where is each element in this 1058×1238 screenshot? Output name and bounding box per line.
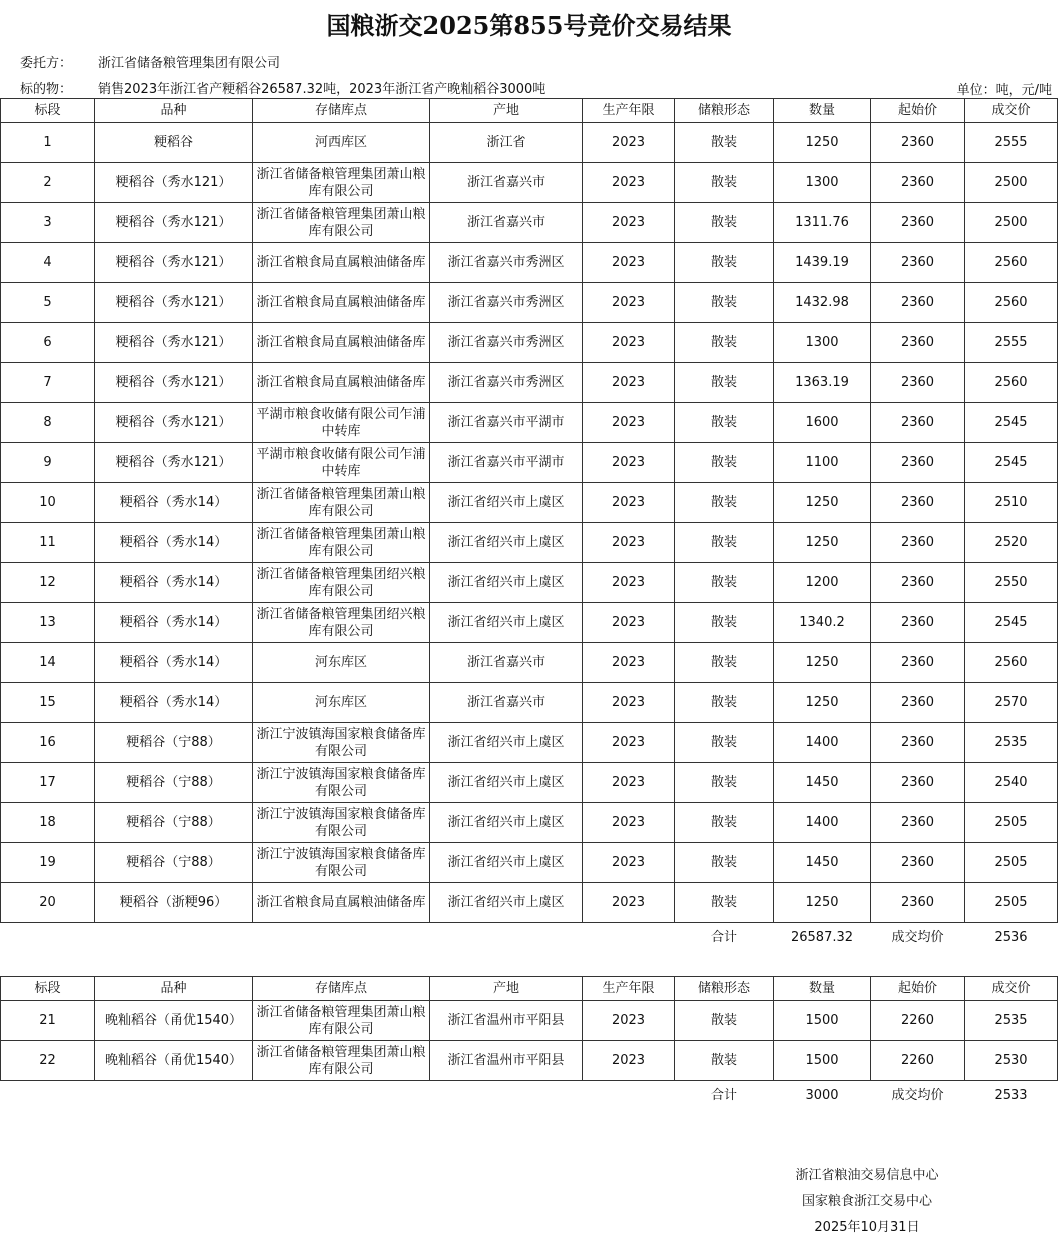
cell-form: 散装 bbox=[675, 723, 774, 763]
cell-lot: 22 bbox=[1, 1041, 95, 1081]
cell-year: 2023 bbox=[583, 723, 675, 763]
cell-quantity: 1500 bbox=[774, 1041, 871, 1081]
cell-storage: 浙江省储备粮管理集团绍兴粮库有限公司 bbox=[253, 563, 430, 603]
cell-year: 2023 bbox=[583, 563, 675, 603]
table-row bbox=[1, 523, 1058, 563]
cell-origin: 浙江省绍兴市上虞区 bbox=[430, 843, 583, 883]
cell-lot: 18 bbox=[1, 803, 95, 843]
cell-variety: 晚籼稻谷（甬优1540） bbox=[95, 1041, 253, 1081]
cell-start-price: 2360 bbox=[871, 363, 965, 403]
cell-lot: 6 bbox=[1, 323, 95, 363]
cell-storage: 平湖市粮食收储有限公司乍浦中转库 bbox=[253, 443, 430, 483]
cell-quantity: 1500 bbox=[774, 1001, 871, 1041]
cell-start-price: 2360 bbox=[871, 443, 965, 483]
cell-variety: 粳稻谷（宁88） bbox=[95, 723, 253, 763]
header-quantity: 数量 bbox=[774, 99, 871, 123]
cell-origin: 浙江省绍兴市上虞区 bbox=[430, 603, 583, 643]
cell-variety: 粳稻谷（秀水14） bbox=[95, 683, 253, 723]
header-storage: 存储库点 bbox=[253, 977, 430, 1001]
cell-quantity: 1450 bbox=[774, 763, 871, 803]
cell-start-price: 2360 bbox=[871, 163, 965, 203]
header-storage: 存储库点 bbox=[253, 99, 430, 123]
cell-year: 2023 bbox=[583, 203, 675, 243]
cell-origin: 浙江省嘉兴市 bbox=[430, 203, 583, 243]
cell-year: 2023 bbox=[583, 123, 675, 163]
header-lot: 标段 bbox=[1, 977, 95, 1001]
cell-year: 2023 bbox=[583, 323, 675, 363]
cell-form: 散装 bbox=[675, 203, 774, 243]
cell-storage: 河东库区 bbox=[253, 643, 430, 683]
cell-start-price: 2360 bbox=[871, 403, 965, 443]
cell-form: 散装 bbox=[675, 563, 774, 603]
cell-quantity: 1200 bbox=[774, 563, 871, 603]
table-row bbox=[1, 323, 1058, 363]
cell-deal-price: 2505 bbox=[965, 883, 1058, 923]
cell-storage: 河西库区 bbox=[253, 123, 430, 163]
cell-deal-price: 2505 bbox=[965, 803, 1058, 843]
table-row bbox=[1, 883, 1058, 923]
footer-date: 2025年10月31日 bbox=[814, 1220, 920, 1235]
cell-year: 2023 bbox=[583, 1001, 675, 1041]
cell-year: 2023 bbox=[583, 283, 675, 323]
header-row bbox=[1, 977, 1058, 1001]
cell-variety: 粳稻谷（秀水121） bbox=[95, 323, 253, 363]
cell-start-price: 2360 bbox=[871, 843, 965, 883]
cell-start-price: 2360 bbox=[871, 683, 965, 723]
cell-form: 散装 bbox=[675, 283, 774, 323]
cell-form: 散装 bbox=[675, 403, 774, 443]
cell-variety: 粳稻谷（秀水121） bbox=[95, 443, 253, 483]
cell-deal-price: 2545 bbox=[965, 443, 1058, 483]
table-row bbox=[1, 403, 1058, 443]
table-row bbox=[1, 1041, 1058, 1081]
cell-start-price: 2360 bbox=[871, 523, 965, 563]
cell-origin: 浙江省嘉兴市秀洲区 bbox=[430, 323, 583, 363]
header-row bbox=[1, 99, 1058, 123]
subject-label: 标的物： bbox=[20, 82, 73, 97]
cell-deal-price: 2500 bbox=[965, 163, 1058, 203]
cell-storage: 平湖市粮食收储有限公司乍浦中转库 bbox=[253, 403, 430, 443]
summary-blank bbox=[583, 1081, 675, 1110]
cell-year: 2023 bbox=[583, 163, 675, 203]
cell-origin: 浙江省嘉兴市秀洲区 bbox=[430, 363, 583, 403]
cell-storage: 浙江省储备粮管理集团萧山粮库有限公司 bbox=[253, 483, 430, 523]
summary-blank bbox=[583, 923, 675, 952]
table-row bbox=[1, 243, 1058, 283]
cell-variety: 粳稻谷（秀水121） bbox=[95, 283, 253, 323]
cell-storage: 河东库区 bbox=[253, 683, 430, 723]
cell-storage: 浙江省粮食局直属粮油储备库 bbox=[253, 883, 430, 923]
cell-deal-price: 2560 bbox=[965, 643, 1058, 683]
cell-form: 散装 bbox=[675, 883, 774, 923]
cell-origin: 浙江省嘉兴市 bbox=[430, 163, 583, 203]
cell-origin: 浙江省绍兴市上虞区 bbox=[430, 563, 583, 603]
cell-form: 散装 bbox=[675, 1001, 774, 1041]
results-table-indica bbox=[0, 976, 1058, 1109]
table-row bbox=[1, 763, 1058, 803]
cell-origin: 浙江省绍兴市上虞区 bbox=[430, 723, 583, 763]
results-table-japonica bbox=[0, 98, 1058, 951]
total-quantity: 3000 bbox=[805, 1087, 839, 1103]
cell-year: 2023 bbox=[583, 643, 675, 683]
cell-origin: 浙江省嘉兴市秀洲区 bbox=[430, 243, 583, 283]
cell-deal-price: 2545 bbox=[965, 403, 1058, 443]
cell-variety: 粳稻谷（秀水121） bbox=[95, 163, 253, 203]
cell-origin: 浙江省嘉兴市平湖市 bbox=[430, 443, 583, 483]
cell-lot: 10 bbox=[1, 483, 95, 523]
cell-lot: 2 bbox=[1, 163, 95, 203]
cell-quantity: 1363.19 bbox=[774, 363, 871, 403]
table-row bbox=[1, 483, 1058, 523]
cell-lot: 5 bbox=[1, 283, 95, 323]
cell-variety: 粳稻谷（秀水14） bbox=[95, 483, 253, 523]
cell-origin: 浙江省绍兴市上虞区 bbox=[430, 483, 583, 523]
cell-storage: 浙江省粮食局直属粮油储备库 bbox=[253, 363, 430, 403]
header-form: 储粮形态 bbox=[675, 99, 774, 123]
table-row bbox=[1, 363, 1058, 403]
cell-deal-price: 2560 bbox=[965, 363, 1058, 403]
cell-quantity: 1250 bbox=[774, 643, 871, 683]
header-lot: 标段 bbox=[1, 99, 95, 123]
cell-form: 散装 bbox=[675, 123, 774, 163]
cell-year: 2023 bbox=[583, 803, 675, 843]
cell-form: 散装 bbox=[675, 323, 774, 363]
table-row bbox=[1, 803, 1058, 843]
summary-row bbox=[1, 923, 1058, 952]
cell-start-price: 2360 bbox=[871, 203, 965, 243]
table-row bbox=[1, 123, 1058, 163]
cell-quantity: 1300 bbox=[774, 163, 871, 203]
table-row bbox=[1, 843, 1058, 883]
cell-variety: 粳稻谷（浙粳96） bbox=[95, 883, 253, 923]
table-row bbox=[1, 283, 1058, 323]
cell-origin: 浙江省绍兴市上虞区 bbox=[430, 803, 583, 843]
cell-origin: 浙江省嘉兴市 bbox=[430, 643, 583, 683]
cell-year: 2023 bbox=[583, 683, 675, 723]
cell-deal-price: 2505 bbox=[965, 843, 1058, 883]
cell-variety: 粳稻谷（宁88） bbox=[95, 843, 253, 883]
cell-lot: 1 bbox=[1, 123, 95, 163]
cell-start-price: 2360 bbox=[871, 763, 965, 803]
summary-blank bbox=[1, 923, 95, 952]
cell-quantity: 1300 bbox=[774, 323, 871, 363]
cell-origin: 浙江省 bbox=[430, 123, 583, 163]
average-label: 成交均价 bbox=[891, 1087, 944, 1103]
cell-form: 散装 bbox=[675, 763, 774, 803]
cell-deal-price: 2555 bbox=[965, 123, 1058, 163]
cell-year: 2023 bbox=[583, 603, 675, 643]
cell-origin: 浙江省绍兴市上虞区 bbox=[430, 763, 583, 803]
cell-origin: 浙江省温州市平阳县 bbox=[430, 1041, 583, 1081]
cell-deal-price: 2560 bbox=[965, 283, 1058, 323]
cell-start-price: 2360 bbox=[871, 483, 965, 523]
footer-org-2: 国家粮食浙江交易中心 bbox=[801, 1194, 932, 1209]
cell-storage: 浙江省粮食局直属粮油储备库 bbox=[253, 243, 430, 283]
cell-start-price: 2360 bbox=[871, 603, 965, 643]
cell-deal-price: 2535 bbox=[965, 723, 1058, 763]
cell-year: 2023 bbox=[583, 883, 675, 923]
cell-quantity: 1450 bbox=[774, 843, 871, 883]
header-year: 生产年限 bbox=[583, 977, 675, 1001]
cell-quantity: 1250 bbox=[774, 683, 871, 723]
cell-deal-price: 2530 bbox=[965, 1041, 1058, 1081]
average-label: 成交均价 bbox=[891, 929, 944, 945]
cell-deal-price: 2555 bbox=[965, 323, 1058, 363]
subject-value: 销售2023年浙江省产粳稻谷26587.32吨，2023年浙江省产晚籼稻谷3000吨 bbox=[98, 82, 546, 97]
table-row bbox=[1, 683, 1058, 723]
header-start-price: 起始价 bbox=[871, 99, 965, 123]
cell-variety: 粳稻谷（秀水121） bbox=[95, 243, 253, 283]
cell-quantity: 1400 bbox=[774, 803, 871, 843]
cell-start-price: 2360 bbox=[871, 643, 965, 683]
cell-form: 散装 bbox=[675, 443, 774, 483]
cell-form: 散装 bbox=[675, 1041, 774, 1081]
header-quantity: 数量 bbox=[774, 977, 871, 1001]
summary-blank bbox=[1, 1081, 95, 1110]
cell-year: 2023 bbox=[583, 483, 675, 523]
cell-origin: 浙江省嘉兴市 bbox=[430, 683, 583, 723]
cell-storage: 浙江省粮食局直属粮油储备库 bbox=[253, 323, 430, 363]
cell-lot: 21 bbox=[1, 1001, 95, 1041]
cell-deal-price: 2510 bbox=[965, 483, 1058, 523]
header-year: 生产年限 bbox=[583, 99, 675, 123]
table-row bbox=[1, 443, 1058, 483]
cell-year: 2023 bbox=[583, 403, 675, 443]
total-quantity: 26587.32 bbox=[790, 929, 854, 945]
cell-year: 2023 bbox=[583, 763, 675, 803]
cell-start-price: 2360 bbox=[871, 323, 965, 363]
cell-quantity: 1439.19 bbox=[774, 243, 871, 283]
footer-org-1: 浙江省粮油交易信息中心 bbox=[795, 1168, 939, 1183]
cell-form: 散装 bbox=[675, 163, 774, 203]
cell-lot: 8 bbox=[1, 403, 95, 443]
cell-quantity: 1250 bbox=[774, 523, 871, 563]
summary-row bbox=[1, 1081, 1058, 1110]
average-price: 2533 bbox=[994, 1087, 1028, 1103]
cell-quantity: 1400 bbox=[774, 723, 871, 763]
cell-quantity: 1600 bbox=[774, 403, 871, 443]
cell-lot: 9 bbox=[1, 443, 95, 483]
cell-origin: 浙江省绍兴市上虞区 bbox=[430, 523, 583, 563]
cell-start-price: 2360 bbox=[871, 563, 965, 603]
table-row bbox=[1, 1001, 1058, 1041]
header-variety: 品种 bbox=[95, 99, 253, 123]
cell-variety: 粳稻谷（秀水14） bbox=[95, 643, 253, 683]
cell-year: 2023 bbox=[583, 243, 675, 283]
cell-storage: 浙江宁波镇海国家粮食储备库有限公司 bbox=[253, 763, 430, 803]
cell-deal-price: 2500 bbox=[965, 203, 1058, 243]
cell-quantity: 1432.98 bbox=[774, 283, 871, 323]
total-label: 合计 bbox=[710, 929, 737, 945]
cell-deal-price: 2545 bbox=[965, 603, 1058, 643]
cell-lot: 3 bbox=[1, 203, 95, 243]
cell-form: 散装 bbox=[675, 243, 774, 283]
table-row bbox=[1, 643, 1058, 683]
cell-year: 2023 bbox=[583, 1041, 675, 1081]
cell-variety: 粳稻谷（秀水121） bbox=[95, 363, 253, 403]
cell-storage: 浙江省粮食局直属粮油储备库 bbox=[253, 283, 430, 323]
cell-form: 散装 bbox=[675, 643, 774, 683]
header-variety: 品种 bbox=[95, 977, 253, 1001]
cell-quantity: 1250 bbox=[774, 483, 871, 523]
cell-start-price: 2360 bbox=[871, 723, 965, 763]
cell-variety: 粳稻谷（秀水14） bbox=[95, 563, 253, 603]
cell-form: 散装 bbox=[675, 363, 774, 403]
cell-storage: 浙江省储备粮管理集团萧山粮库有限公司 bbox=[253, 1041, 430, 1081]
cell-lot: 13 bbox=[1, 603, 95, 643]
summary-blank bbox=[253, 1081, 430, 1110]
cell-deal-price: 2520 bbox=[965, 523, 1058, 563]
cell-storage: 浙江省储备粮管理集团萧山粮库有限公司 bbox=[253, 523, 430, 563]
cell-origin: 浙江省温州市平阳县 bbox=[430, 1001, 583, 1041]
consignor-label: 委托方： bbox=[20, 56, 73, 71]
table-row bbox=[1, 603, 1058, 643]
cell-variety: 粳稻谷（宁88） bbox=[95, 763, 253, 803]
cell-variety: 粳稻谷（秀水14） bbox=[95, 603, 253, 643]
subject-line bbox=[20, 78, 545, 97]
cell-storage: 浙江省储备粮管理集团萧山粮库有限公司 bbox=[253, 203, 430, 243]
cell-lot: 16 bbox=[1, 723, 95, 763]
cell-start-price: 2360 bbox=[871, 883, 965, 923]
cell-start-price: 2260 bbox=[871, 1041, 965, 1081]
cell-quantity: 1311.76 bbox=[774, 203, 871, 243]
table-row bbox=[1, 563, 1058, 603]
header-form: 储粮形态 bbox=[675, 977, 774, 1001]
cell-lot: 17 bbox=[1, 763, 95, 803]
consignor-line bbox=[20, 52, 280, 71]
cell-storage: 浙江省储备粮管理集团萧山粮库有限公司 bbox=[253, 1001, 430, 1041]
cell-quantity: 1340.2 bbox=[774, 603, 871, 643]
total-label: 合计 bbox=[710, 1087, 737, 1103]
table-row bbox=[1, 723, 1058, 763]
cell-storage: 浙江省储备粮管理集团绍兴粮库有限公司 bbox=[253, 603, 430, 643]
cell-start-price: 2260 bbox=[871, 1001, 965, 1041]
cell-form: 散装 bbox=[675, 603, 774, 643]
cell-variety: 晚籼稻谷（甬优1540） bbox=[95, 1001, 253, 1041]
cell-quantity: 1100 bbox=[774, 443, 871, 483]
cell-lot: 4 bbox=[1, 243, 95, 283]
cell-origin: 浙江省嘉兴市平湖市 bbox=[430, 403, 583, 443]
unit-note: 单位：吨，元/吨 bbox=[956, 83, 1052, 98]
header-start-price: 起始价 bbox=[871, 977, 965, 1001]
cell-deal-price: 2540 bbox=[965, 763, 1058, 803]
cell-year: 2023 bbox=[583, 523, 675, 563]
cell-lot: 14 bbox=[1, 643, 95, 683]
cell-form: 散装 bbox=[675, 843, 774, 883]
cell-form: 散装 bbox=[675, 523, 774, 563]
cell-lot: 7 bbox=[1, 363, 95, 403]
header-deal-price: 成交价 bbox=[965, 99, 1058, 123]
header-origin: 产地 bbox=[430, 99, 583, 123]
average-price: 2536 bbox=[994, 929, 1028, 945]
cell-origin: 浙江省绍兴市上虞区 bbox=[430, 883, 583, 923]
summary-blank bbox=[95, 1081, 253, 1110]
summary-blank bbox=[430, 923, 583, 952]
cell-variety: 粳稻谷（秀水121） bbox=[95, 403, 253, 443]
cell-deal-price: 2570 bbox=[965, 683, 1058, 723]
cell-deal-price: 2535 bbox=[965, 1001, 1058, 1041]
cell-form: 散装 bbox=[675, 683, 774, 723]
cell-variety: 粳稻谷（宁88） bbox=[95, 803, 253, 843]
summary-blank bbox=[253, 923, 430, 952]
cell-form: 散装 bbox=[675, 803, 774, 843]
page-title: 国粮浙交2025第855号竞价交易结果 bbox=[326, 11, 732, 40]
cell-form: 散装 bbox=[675, 483, 774, 523]
cell-variety: 粳稻谷（秀水14） bbox=[95, 523, 253, 563]
cell-start-price: 2360 bbox=[871, 283, 965, 323]
cell-variety: 粳稻谷（秀水121） bbox=[95, 203, 253, 243]
cell-variety: 粳稻谷 bbox=[95, 123, 253, 163]
cell-lot: 19 bbox=[1, 843, 95, 883]
consignor-value: 浙江省储备粮管理集团有限公司 bbox=[98, 56, 281, 71]
cell-lot: 20 bbox=[1, 883, 95, 923]
cell-year: 2023 bbox=[583, 843, 675, 883]
cell-deal-price: 2560 bbox=[965, 243, 1058, 283]
cell-quantity: 1250 bbox=[774, 123, 871, 163]
cell-start-price: 2360 bbox=[871, 803, 965, 843]
cell-storage: 浙江宁波镇海国家粮食储备库有限公司 bbox=[253, 843, 430, 883]
cell-year: 2023 bbox=[583, 363, 675, 403]
cell-year: 2023 bbox=[583, 443, 675, 483]
summary-blank bbox=[95, 923, 253, 952]
cell-start-price: 2360 bbox=[871, 123, 965, 163]
cell-start-price: 2360 bbox=[871, 243, 965, 283]
cell-storage: 浙江宁波镇海国家粮食储备库有限公司 bbox=[253, 803, 430, 843]
cell-lot: 15 bbox=[1, 683, 95, 723]
cell-storage: 浙江省储备粮管理集团萧山粮库有限公司 bbox=[253, 163, 430, 203]
header-deal-price: 成交价 bbox=[965, 977, 1058, 1001]
summary-blank bbox=[430, 1081, 583, 1110]
cell-lot: 11 bbox=[1, 523, 95, 563]
header-origin: 产地 bbox=[430, 977, 583, 1001]
cell-deal-price: 2550 bbox=[965, 563, 1058, 603]
table-row bbox=[1, 203, 1058, 243]
cell-origin: 浙江省嘉兴市秀洲区 bbox=[430, 283, 583, 323]
cell-storage: 浙江宁波镇海国家粮食储备库有限公司 bbox=[253, 723, 430, 763]
cell-lot: 12 bbox=[1, 563, 95, 603]
table-row bbox=[1, 163, 1058, 203]
cell-quantity: 1250 bbox=[774, 883, 871, 923]
